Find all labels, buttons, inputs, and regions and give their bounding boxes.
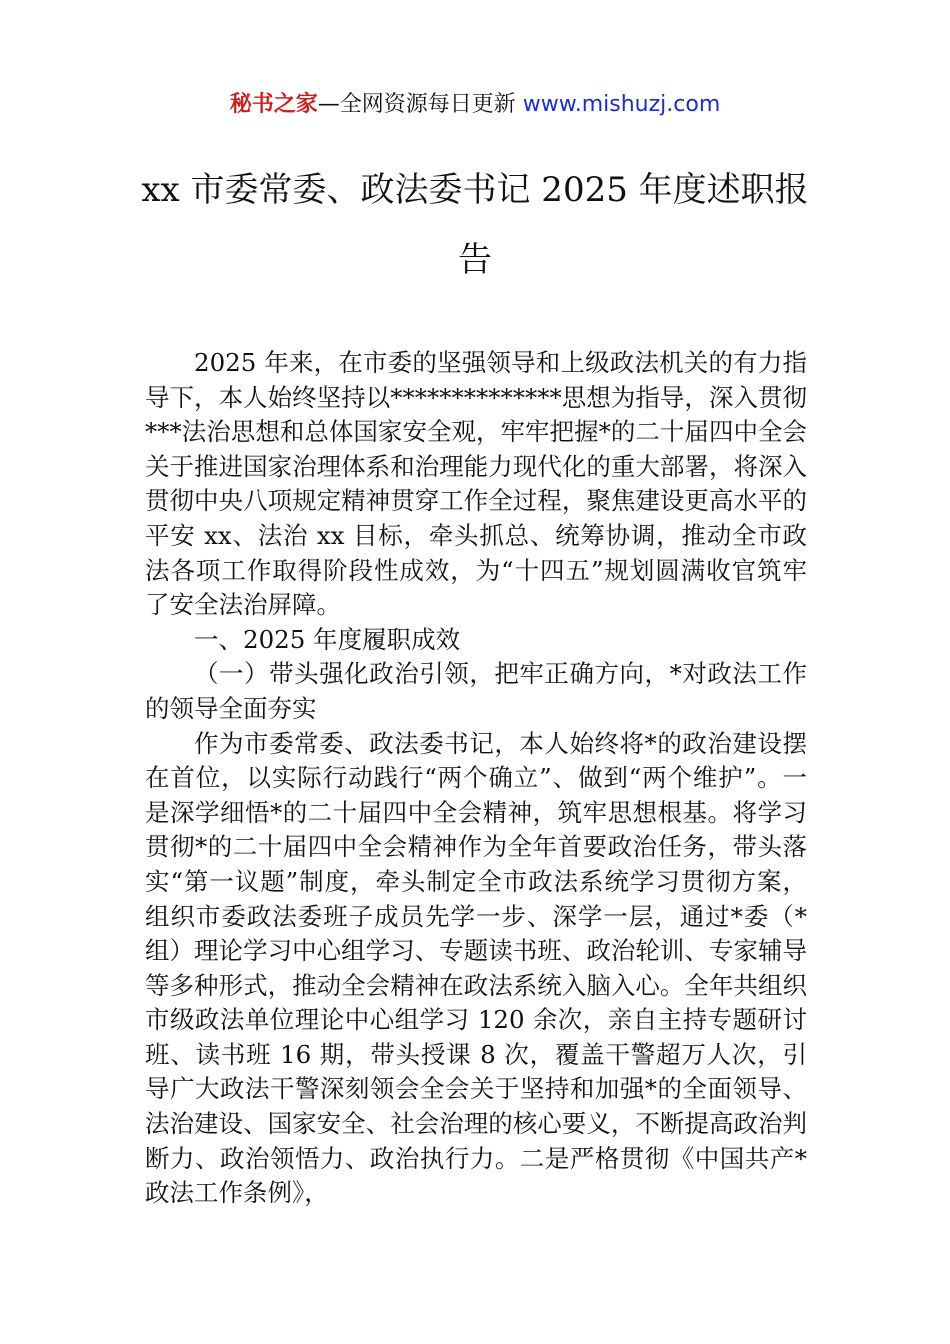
body-paragraph: 作为市委常委、政法委书记，本人始终将*的政治建设摆在首位，以实际行动践行“两个确立”、做到“两个维护”。一是深学细悟*的二十届四中全会精神，筑牢思想根基。将学习贯彻*的二十届四中全会精神作为全年首要政治任务，带头落实“第一议题”制度，牵头制定全市政法系统学习贯彻方案，组织市委政法委班子成员先学一步、深学一层，通过*委（*组）理论学习中心组学习、专题读书班、政治轮训、专家辅导等多种形式，推动全会精神在政法系统入脑入心。全年共组织市级政法单位理论中心组学习 120 余次，亲自主持专题研讨班、读书班 16 期，带头授课 8 次，覆盖干警超万人次，引导广大政法干警深刻领会全会关于坚持和加强*的全面领导、法治建设、国家安全、社会治理的核心要义，不断提高政治判断力、政治领悟力、政治执行力。二是严格贯彻《中国共产*政法工作条例》， (145, 728, 807, 1208)
brand-name: 秘书之家 (229, 92, 318, 117)
document-title: xx 市委常委、政法委书记 2025 年度述职报告 (141, 170, 809, 280)
site-url-link[interactable]: www.mishuzj.com (522, 92, 721, 117)
site-header (0, 88, 950, 122)
document-body (145, 346, 807, 1211)
subsection-heading: （一）带头强化政治引领，把牢正确方向，*对政法工作的领导全面夯实 (145, 659, 807, 723)
header-tagline: —全网资源每日更新 (317, 92, 516, 117)
section-heading: 一、2025 年度履职成效 (194, 624, 461, 654)
intro-paragraph: 2025 年来，在市委的坚强领导和上级政法机关的有力指导下，本人始终坚持以**************思想为指导，深入贯彻***法治思想和总体国家安全观，牢牢把握*的二十届四中全会关于推进国家治理体系和治理能力现代化的重大部署，将深入贯彻中央八项规定精神贯穿工作全过程，聚焦建设更高水平的平安 xx、法治 xx 目标，牵头抓总、统筹协调，推动全市政法各项工作取得阶段性成效，为“十四五”规划圆满收官筑牢了安全法治屏障。 (145, 348, 807, 620)
